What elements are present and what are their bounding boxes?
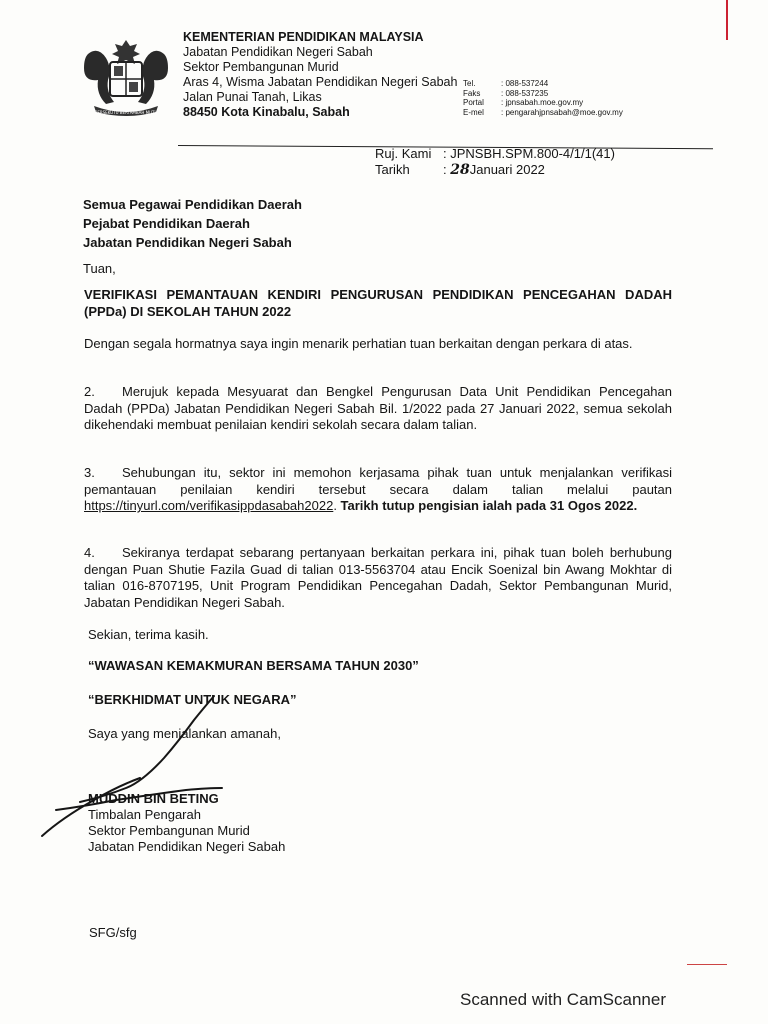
paragraph-3-punct: . — [333, 498, 341, 513]
contact-label: E-mel — [463, 107, 484, 117]
amanah-line: Saya yang menjalankan amanah, — [88, 726, 281, 741]
signatory-title: Timbalan Pengarah — [88, 807, 201, 822]
recipient-line: Semua Pegawai Pendidikan Daerah — [83, 197, 302, 212]
contact-value: : jpnsabah.moe.gov.my — [501, 98, 584, 107]
camscanner-watermark: Scanned with CamScanner — [460, 990, 667, 1009]
paragraph-2 — [84, 384, 672, 434]
tarikh-month-year: Januari 2022 — [469, 162, 545, 177]
survey-link[interactable]: https://tinyurl.com/verifikasippdasabah2022 — [84, 498, 334, 513]
motto-berkhidmat: “BERKHIDMAT UNTUK NEGARA” — [88, 692, 297, 707]
paragraph-number: 4. — [84, 545, 95, 560]
closing-line: Sekian, terima kasih. — [88, 627, 209, 642]
paragraph-number: 3. — [84, 465, 95, 480]
recipients — [83, 195, 302, 252]
ruj-value: : JPNSBH.SPM.800-4/1/1(41) — [443, 146, 615, 161]
address-line-3: 88450 Kota Kinabalu, Sabah — [183, 105, 350, 119]
paragraph-4 — [84, 545, 672, 611]
address-line-1: Aras 4, Wisma Jabatan Pendidikan Negeri Sabah — [183, 75, 458, 89]
scan-edge-mark — [726, 0, 728, 40]
paragraph-3-text: Sehubungan itu, sektor ini memohon kerjasama pihak tuan untuk menjalankan verifikasi pemantauan penilaian kendiri tersebut secara dalam talian melalui pautan — [84, 465, 672, 497]
tarikh-label: Tarikh — [375, 162, 410, 177]
signatory-name: MUDDIN BIN BETING — [88, 791, 219, 806]
address-line-2: Jalan Punai Tanah, Likas — [183, 90, 322, 104]
recipient-line: Pejabat Pendidikan Daerah — [83, 216, 250, 231]
deadline-notice: Tarikh tutup pengisian ialah pada 31 Ogos 2022. — [340, 498, 638, 513]
contact-label: Tel. — [463, 79, 476, 88]
contact-label: Faks — [463, 88, 481, 98]
letterhead — [183, 30, 457, 120]
paragraph-4-text: Sekiranya terdapat sebarang pertanyaan berkaitan perkara ini, pihak tuan boleh berhubung dengan Puan Shutie Fazila Guad di talian 013-5563704 atau Encik Soenizal bin Awang Mokhtar di talian 016-8707195, Unit Program Pendidikan Pencegahan Dadah, Sektor Pembangunan Murid, Jabatan Pendidikan Negeri Sabah. — [84, 545, 672, 610]
contact-value: : 088-537244 — [501, 79, 549, 88]
scan-edge-mark — [687, 964, 727, 965]
malaysia-coat-of-arms-icon — [80, 34, 172, 118]
paragraph-number: 2. — [84, 384, 95, 399]
contact-label: Portal — [463, 98, 484, 107]
motto-wawasan: “WAWASAN KEMAKMURAN BERSAMA TAHUN 2030” — [88, 658, 419, 673]
recipient-line: Jabatan Pendidikan Negeri Sabah — [83, 235, 292, 250]
paragraph-1: Dengan segala hormatnya saya ingin menarik perhatian tuan berkaitan dengan perkara di atas. — [84, 336, 633, 351]
reference-initials: SFG/sfg — [89, 925, 137, 940]
ministry-name: KEMENTERIAN PENDIDIKAN MALAYSIA — [183, 30, 424, 44]
tarikh-day-handwritten: 28 — [450, 162, 470, 178]
department-name: Jabatan Pendidikan Negeri Sabah — [183, 45, 373, 59]
contact-value: : 088-537235 — [501, 88, 549, 98]
sector-name: Sektor Pembangunan Murid — [183, 60, 339, 74]
ruj-label: Ruj. Kami — [375, 146, 432, 161]
svg-text:BERSEKUTU BERTAMBAH MUTU: BERSEKUTU BERTAMBAH MUTU — [94, 110, 158, 115]
tarikh-colon: : — [443, 162, 447, 177]
contact-block — [463, 79, 623, 117]
signatory-sector: Sektor Pembangunan Murid — [88, 823, 250, 838]
paragraph-3 — [84, 465, 672, 515]
signatory-department: Jabatan Pendidikan Negeri Sabah — [88, 839, 286, 854]
signatory-block — [88, 791, 285, 855]
paragraph-2-text: Merujuk kepada Mesyuarat dan Bengkel Pengurusan Data Unit Pendidikan Pencegahan Dadah (PPDa) Jabatan Pendidikan Negeri Sabah Bil. 1/2022 pada 27 Januari 2022, semua sekolah dikehendaki membuat penilaian kendiri sekolah secara dalam talian. — [84, 384, 672, 432]
salutation: Tuan, — [83, 261, 116, 276]
reference-block — [375, 146, 615, 178]
subject-heading: VERIFIKASI PEMANTAUAN KENDIRI PENGURUSAN PENDIDIKAN PENCEGAHAN DADAH (PPDa) DI SEKOLAH TAHUN 2022 — [84, 287, 672, 319]
contact-value: : pengarahjpnsabah@moe.gov.my — [501, 107, 623, 117]
